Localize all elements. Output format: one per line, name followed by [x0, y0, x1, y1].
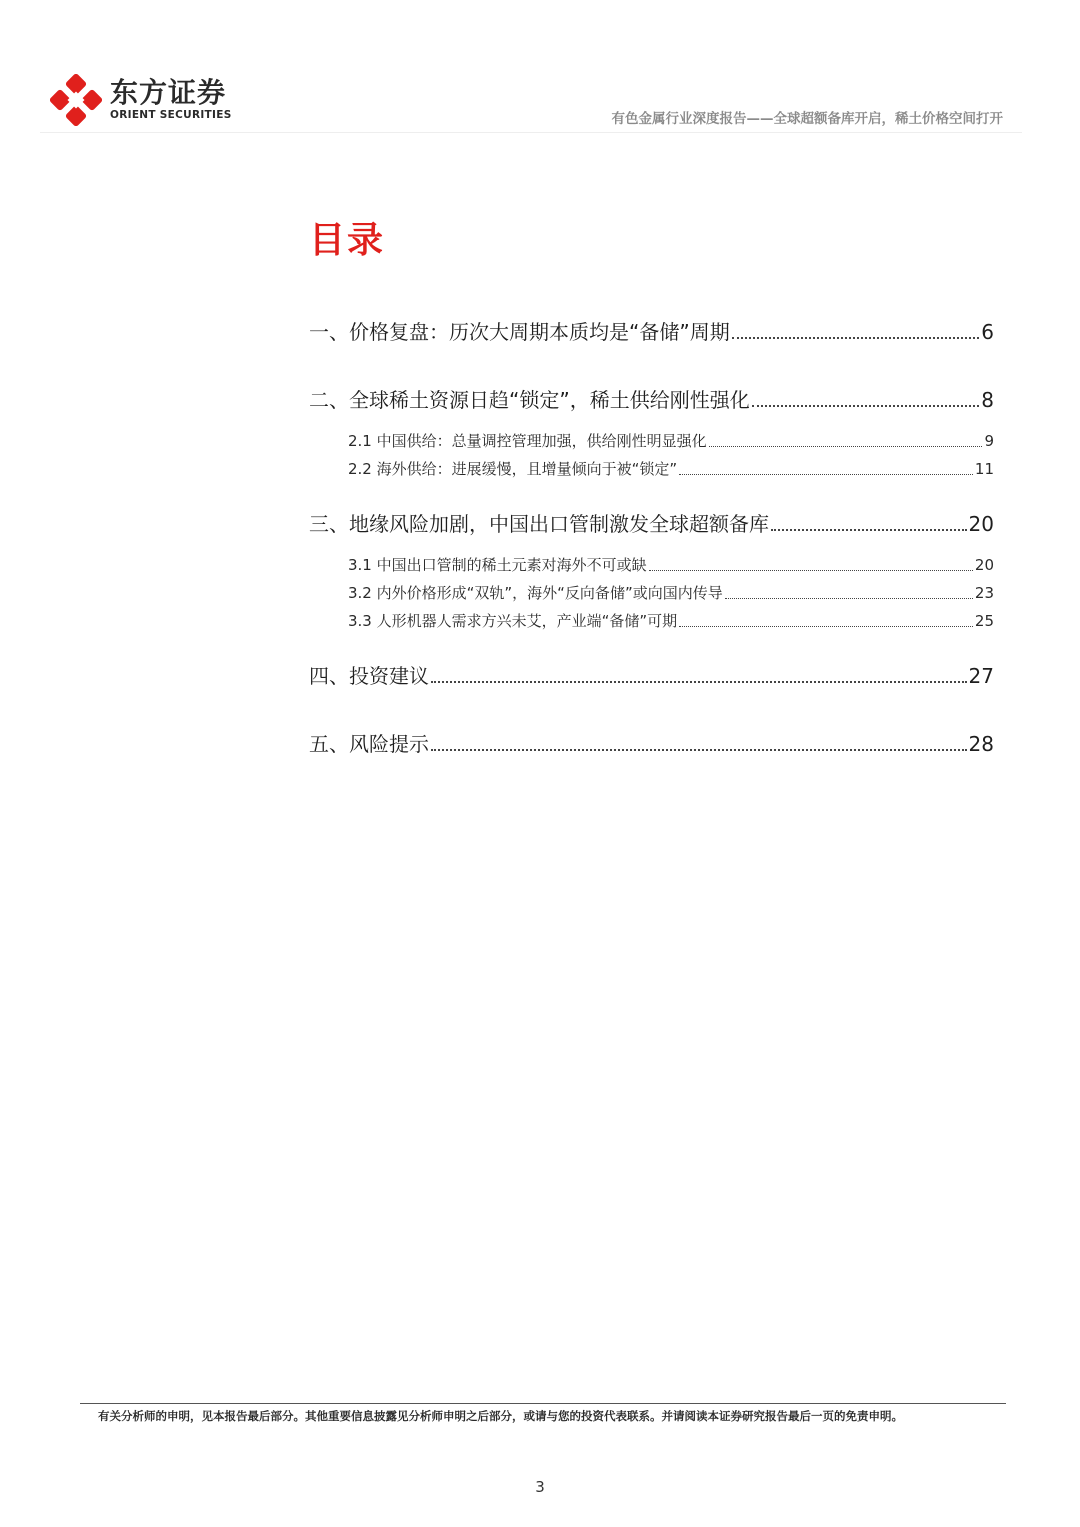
toc-entry-page: 23 [974, 584, 994, 602]
toc-dot-leader [752, 405, 980, 407]
toc-entry-label: 3.2 内外价格形成“双轨”，海外“反向备储”或向国内传导 [348, 584, 723, 602]
toc-entry-label: 二、全球稀土资源日趋“锁定”，稀土供给刚性强化 [309, 388, 750, 412]
toc-dot-leader [732, 337, 980, 339]
toc-dot-leader [649, 570, 973, 571]
footer-disclaimer: 有关分析师的申明，见本报告最后部分。其他重要信息披露见分析师申明之后部分，或请与您的投资代表联系。并请阅读本证券研究报告最后一页的免责申明。 [98, 1409, 903, 1423]
company-logo [50, 74, 232, 126]
toc-dot-leader [431, 749, 967, 751]
toc-entry-page: 20 [974, 556, 994, 574]
toc-entry-label: 四、投资建议 [309, 664, 429, 688]
toc-subentry[interactable] [309, 582, 994, 603]
page-header [0, 0, 1080, 135]
toc-title: 目录 [309, 220, 386, 261]
toc-entry-label: 3.3 人形机器人需求方兴未艾，产业端“备储”可期 [348, 612, 678, 630]
toc-entry[interactable] [309, 660, 994, 689]
toc-subentry[interactable] [309, 458, 994, 479]
toc-entry-page: 9 [984, 432, 994, 450]
toc-entry[interactable] [309, 728, 994, 757]
toc-dot-leader [679, 474, 973, 475]
toc-entry[interactable] [309, 384, 994, 413]
toc-entry-page: 25 [974, 612, 994, 630]
toc-entry[interactable] [309, 316, 994, 345]
toc-entry-page: 11 [974, 460, 994, 478]
toc-entry-page: 28 [968, 732, 994, 756]
toc-dot-leader [709, 446, 983, 447]
toc-subentry[interactable] [309, 430, 994, 451]
toc-dot-leader [771, 529, 967, 531]
logo-chinese-name: 东方证券 [110, 76, 227, 109]
toc-dot-leader [679, 626, 973, 627]
toc-entry-label: 2.1 中国供给：总量调控管理加强，供给刚性明显强化 [348, 432, 707, 450]
toc-subentry[interactable] [309, 554, 994, 575]
toc-entry-page: 20 [968, 512, 994, 536]
orient-securities-logo-icon [50, 74, 102, 126]
toc-entry-label: 三、地缘风险加剧，中国出口管制激发全球超额备库 [309, 512, 769, 536]
toc-entry[interactable] [309, 508, 994, 537]
toc-entry-label: 3.1 中国出口管制的稀土元素对海外不可或缺 [348, 556, 647, 574]
page-number: 3 [535, 1478, 545, 1496]
toc-entry-page: 6 [981, 320, 994, 344]
footer-divider [80, 1403, 1006, 1404]
toc-subentry[interactable] [309, 610, 994, 631]
toc-dot-leader [725, 598, 973, 599]
report-title: 有色金属行业深度报告——全球超额备库开启，稀土价格空间打开 [611, 111, 1003, 127]
toc-dot-leader [431, 681, 967, 683]
toc-entry-label: 五、风险提示 [309, 732, 429, 756]
toc-entry-label: 2.2 海外供给：进展缓慢，且增量倾向于被“锁定” [348, 460, 678, 478]
toc-entry-label: 一、价格复盘：历次大周期本质均是“备储”周期 [309, 320, 730, 344]
toc-entry-page: 27 [968, 664, 994, 688]
toc-entry-page: 8 [981, 388, 994, 412]
header-divider [40, 132, 1022, 133]
logo-english-name: ORIENT SECURITIES [110, 109, 232, 121]
